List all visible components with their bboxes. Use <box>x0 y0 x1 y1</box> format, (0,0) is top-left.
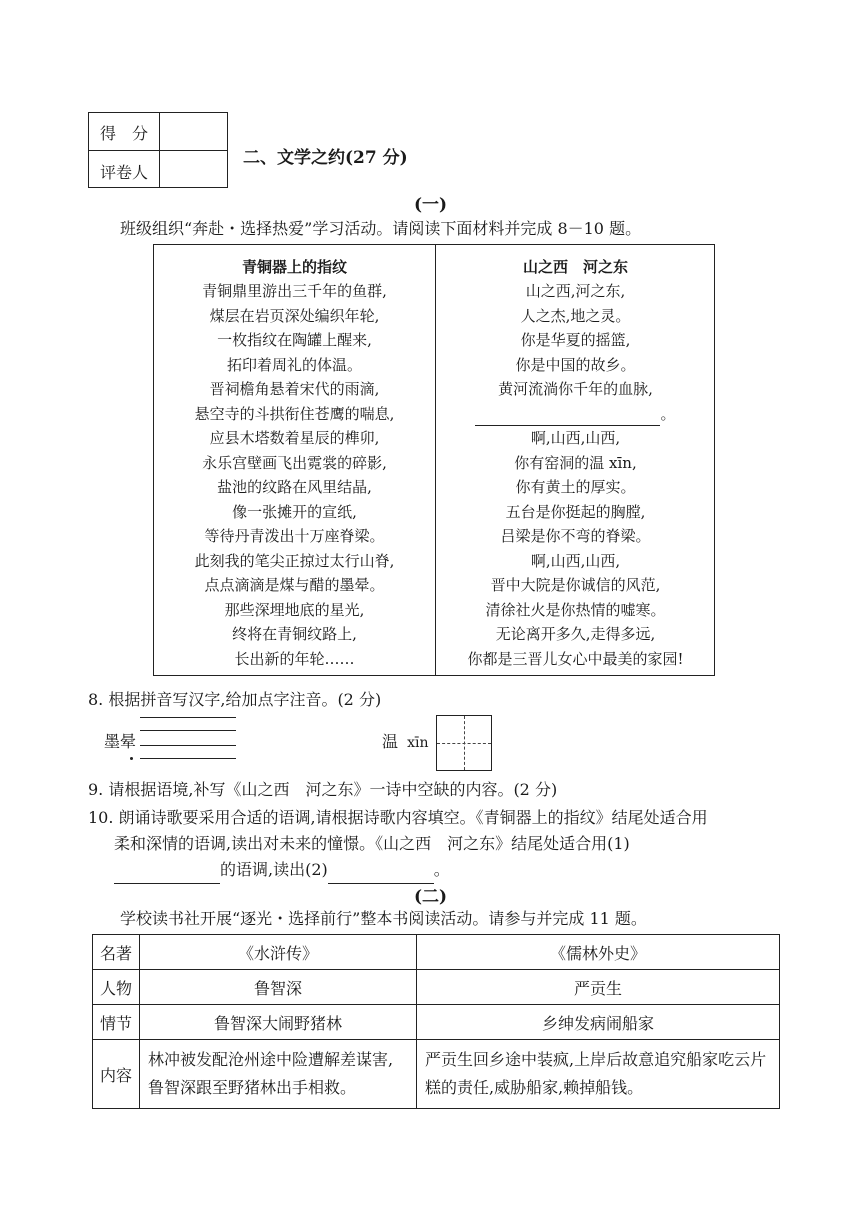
question-10-line2: 柔和深情的语调,读出对未来的憧憬。《山之西 河之东》结尾处适合用(1) <box>114 834 630 853</box>
q10-line3-end: 。 <box>433 860 450 879</box>
poem-line: 青铜鼎里游出三千年的鱼群, <box>202 282 387 300</box>
poem-line: 像一张摊开的宣纸, <box>232 502 357 521</box>
part2-label: (二) <box>414 887 448 907</box>
table-cell: 林冲被发配沧州途中险遭解差谋害,鲁智深跟至野猪林出手相救。 <box>140 1040 417 1109</box>
poem-line: 清徐社火是你热情的嘘寒。 <box>485 600 666 619</box>
q10-blank-1[interactable] <box>114 865 220 884</box>
question-9: 9. 请根据语境,补写《山之西 河之东》一诗中空缺的内容。(2 分) <box>88 780 558 799</box>
poem-line: 人之杰,地之灵。 <box>520 306 631 325</box>
table-row <box>93 935 780 970</box>
books-table <box>92 934 780 1109</box>
score-box <box>88 112 228 188</box>
q8-char-text: 温 <box>382 732 399 751</box>
pinyin-line-bottom[interactable] <box>140 745 236 746</box>
character-grid-box[interactable] <box>436 715 492 771</box>
score-label: 得 分 <box>99 124 148 143</box>
table-cell: 严贡生 <box>417 970 780 1005</box>
poem-line: 点点滴滴是煤与醋的墨晕。 <box>204 576 385 594</box>
poem-answer-blank[interactable] <box>475 407 660 426</box>
poem-left-title: 青铜器上的指纹 <box>241 258 347 276</box>
pinyin-line-top <box>140 717 236 718</box>
table-cell: 《儒林外史》 <box>417 935 780 970</box>
poem-box <box>153 244 715 676</box>
question-10-line1: 10. 朗诵诗歌要采用合适的语调,请根据诗歌内容填空。《青铜器上的指纹》结尾处适合用 <box>88 808 708 827</box>
table-cell: 乡绅发病闹船家 <box>417 1005 780 1040</box>
poem-line: 啊,山西,山西, <box>530 429 621 447</box>
poem-line: 吕梁是你不弯的脊梁。 <box>500 527 651 545</box>
part1-label: (一) <box>414 195 448 215</box>
part2-intro: 学校读书社开展“逐光・选择前行”整本书阅读活动。请参与并完成 11 题。 <box>120 909 647 928</box>
poem-line: 晋祠檐角悬着宋代的雨滴, <box>209 380 380 398</box>
poem-line: 你是华夏的摇篮, <box>520 331 631 349</box>
poem-line: 你是中国的故乡。 <box>515 355 636 374</box>
poem-line: 山之西,河之东, <box>525 282 626 300</box>
poem-line: 长出新的年轮…… <box>234 649 355 668</box>
table-cell: 鲁智深大闹野猪林 <box>140 1005 417 1040</box>
table-cell: 《水浒传》 <box>140 935 417 970</box>
pinyin-line-base <box>140 758 236 759</box>
row-head: 名著 <box>93 935 140 970</box>
poem-line: 等待丹青泼出十万座脊梁。 <box>204 527 385 545</box>
question-8: 8. 根据拼音写汉字,给加点字注音。(2 分) <box>88 690 382 709</box>
table-cell: 鲁智深 <box>140 970 417 1005</box>
poem-line: 你都是三晋儿女心中最美的家园! <box>467 649 684 668</box>
part1-intro: 班级组织“奔赴・选择热爱”学习活动。请阅读下面材料并完成 8－10 题。 <box>120 219 642 238</box>
poem-line: 永乐宫壁画飞出霓裳的碎影, <box>202 453 387 472</box>
emphasis-dot <box>130 757 133 760</box>
q8-word-text: 墨晕 <box>104 732 137 751</box>
row-head: 内容 <box>93 1040 140 1109</box>
q8-word <box>104 728 136 756</box>
table-row <box>93 1040 780 1109</box>
pinyin-line-mid[interactable] <box>140 730 236 731</box>
poem-blank-line[interactable] <box>435 402 716 427</box>
row-head: 人物 <box>93 970 140 1005</box>
row-head: 情节 <box>93 1005 140 1040</box>
poem-right-title: 山之西 河之东 <box>522 258 628 276</box>
q10-line3-text: 的语调,读出(2) <box>220 860 328 879</box>
poem-line: 那些深埋地底的星光, <box>224 600 365 619</box>
question-10-line3 <box>114 856 450 884</box>
poem-line: 终将在青铜纹路上, <box>232 625 357 643</box>
q8-char <box>382 728 429 757</box>
poem-line: 你有黄土的厚实。 <box>515 478 636 496</box>
table-row <box>93 970 780 1005</box>
poem-right <box>435 255 716 671</box>
poem-line: 此刻我的笔尖正掠过太行山脊, <box>194 551 395 570</box>
poem-line: 五台是你挺起的胸膛, <box>505 502 646 521</box>
poem-line: 一枚指纹在陶罐上醒来, <box>217 331 372 349</box>
poem-blank-end: 。 <box>660 404 676 423</box>
poem-line: 晋中大院是你诚信的风范, <box>490 576 661 594</box>
poem-line: 应县木塔数着星辰的榫卯, <box>209 429 380 447</box>
poem-line: 黄河流淌你千年的血脉, <box>498 380 653 398</box>
grader-label: 评卷人 <box>99 163 148 182</box>
q8-pinyin: xīn <box>407 735 429 751</box>
poem-line: 啊,山西,山西, <box>530 551 621 570</box>
poem-line: 煤层在岩页深处编织年轮, <box>209 306 380 325</box>
poem-line: 拓印着周礼的体温。 <box>226 355 362 374</box>
section-title: 二、文学之约(27 分) <box>243 148 408 168</box>
poem-line: 盐池的纹路在风里结晶, <box>217 478 372 496</box>
table-cell: 严贡生回乡途中装疯,上岸后故意追究船家吃云片糕的责任,威胁船家,赖掉船钱。 <box>417 1040 780 1109</box>
poem-line: 你有窑洞的温 xīn, <box>514 453 637 472</box>
poem-line: 无论离开多久,走得多远, <box>495 625 656 643</box>
poem-left <box>154 255 435 671</box>
poem-line: 悬空寺的斗拱衔住苍鹰的喘息, <box>194 404 395 423</box>
table-row <box>93 1005 780 1040</box>
